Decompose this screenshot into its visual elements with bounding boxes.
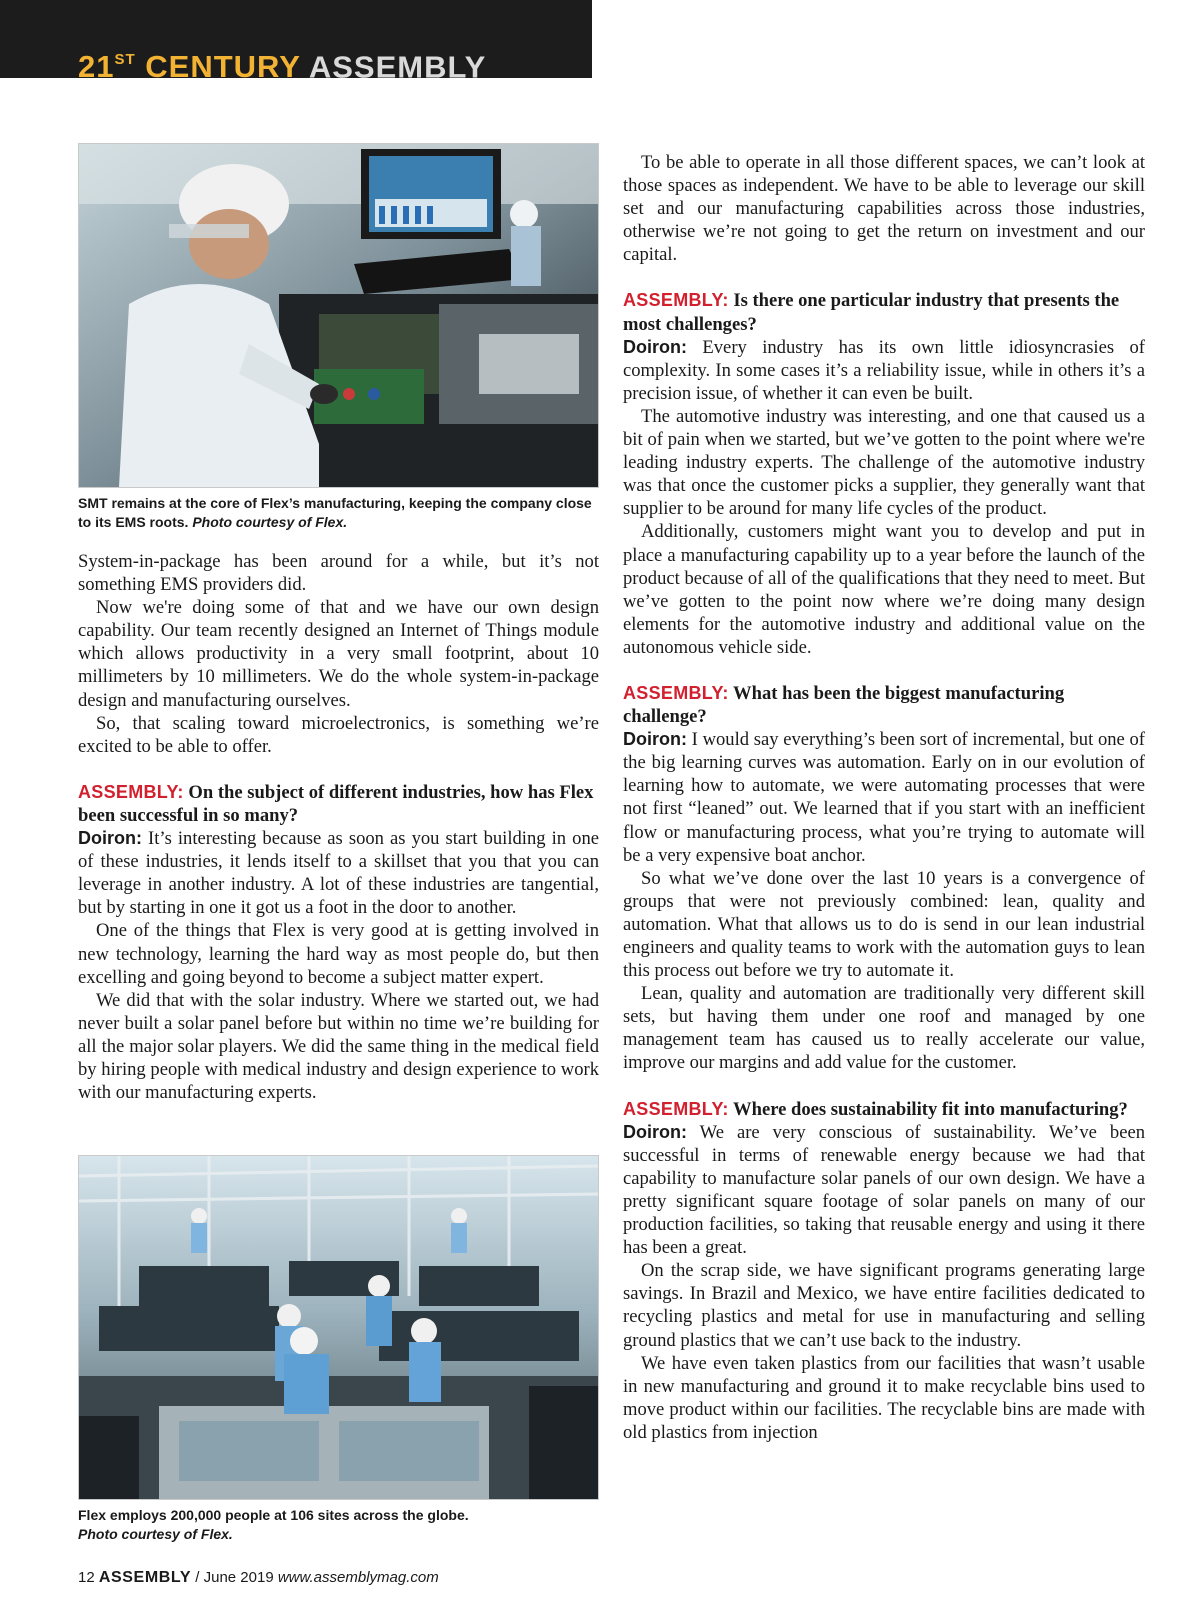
question-tag: ASSEMBLY: bbox=[78, 781, 184, 802]
header-title-assembly: ASSEMBLY bbox=[308, 49, 487, 85]
right-paragraph: Lean, quality and automation are traditionally very different skill sets, but having them under one roof and managed by one management team has caused us to really accelerate our value, improve our margins and add value for the customer. bbox=[623, 983, 1145, 1074]
right-text-column bbox=[623, 151, 1145, 1444]
question-tag: ASSEMBLY: bbox=[623, 1098, 729, 1119]
section-header-title bbox=[78, 44, 486, 85]
right-paragraph: We have even taken plastics from our facilities that wasn’t usable in new manufacturing and ground it to make recyclable bins used to move product within our facilities. The recyclable bins are made with old plastics from injection bbox=[623, 1352, 1145, 1443]
smt-photo-credit: Photo courtesy of Flex. bbox=[192, 514, 348, 530]
left-paragraph: We did that with the solar industry. Where we started out, we had never built a solar panel before but within no time we’re building for all the major solar players. We did the same thing in the medical field by hiring people with medical industry and design experience to work with our manufacturing experts. bbox=[78, 989, 599, 1104]
interview-question: ASSEMBLY: What has been the biggest manufacturing challenge? bbox=[623, 682, 1065, 728]
right-paragraph: On the scrap side, we have significant programs generating large savings. In Brazil and Mexico, we have entire facilities dedicated to recycling plastics and metal for use in manufacturing and selling ground plastics that we can’t use back to the industry. bbox=[623, 1260, 1145, 1351]
factory-photo-credit: Photo courtesy of Flex. bbox=[78, 1526, 233, 1542]
header-title-number: 21ST CENTURY bbox=[78, 49, 309, 85]
page-number: 12 bbox=[78, 1569, 95, 1586]
interview-answer: Doiron: Every industry has its own little idiosyncrasies of complexity. In some cases it’s a reliability issue, while in others it’s a precision issue, of whether it can even be built. bbox=[623, 336, 1145, 404]
interview-question: ASSEMBLY: On the subject of different industries, how has Flex been successful in so many? bbox=[78, 781, 594, 826]
interview-answer: Doiron: I would say everything’s been sort of incremental, but one of the big learning curves was automation. Early on in our evolution of learning how to automate, we were automating processes that were not first “leaned” out. We learned that if you start with an inefficient flow or manufacturing process, what you’re trying to automate will be a very expensive boat anchor. bbox=[623, 729, 1145, 866]
answer-tag: Doiron: bbox=[623, 336, 687, 357]
interview-question: ASSEMBLY: Where does sustainability fit into manufacturing? bbox=[623, 1098, 1128, 1120]
question-tag: ASSEMBLY: bbox=[623, 290, 729, 311]
factory-floor-photo bbox=[78, 1155, 599, 1500]
answer-tag: Doiron: bbox=[623, 729, 687, 750]
question-tag: ASSEMBLY: bbox=[623, 682, 729, 703]
left-paragraph: So, that scaling toward microelectronics, is something we’re excited to be able to offer. bbox=[78, 712, 599, 757]
left-text-column bbox=[78, 550, 599, 1104]
right-paragraph: Additionally, customers might want you to develop and put in place a manufacturing capability up to a year before the launch of the product because of all of the qualifications that they need to meet. But we’ve gotten to the point now where we’re doing many design elements for the automotive industry and additional value on the autonomous vehicle side. bbox=[623, 521, 1146, 658]
factory-photo-caption: Flex employs 200,000 people at 106 sites across the globe. Photo courtesy of Flex. bbox=[78, 1507, 469, 1542]
left-paragraph: Now we're doing some of that and we have our own design capability. Our team recently designed an Internet of Things module which allows productivity in a very small footprint, about 10 millimeters by 10 millimeters. We do the whole system-in-package design and manufacturing ourselves. bbox=[78, 597, 599, 711]
interview-answer: Doiron: We are very conscious of sustainability. We’ve been successful in terms of renewable energy because we had that capability to manufacture solar panels of our own design. We have a pretty significant square footage of solar panels on many of our production facilities, so taking that reusable energy and using it there has been a great. bbox=[623, 1121, 1145, 1259]
footer-url: www.assemblymag.com bbox=[277, 1569, 439, 1586]
interview-question: ASSEMBLY: Is there one particular industry that presents the most challenges? bbox=[623, 290, 1120, 335]
footer-magazine-name: ASSEMBLY bbox=[98, 1569, 192, 1586]
right-paragraph: To be able to operate in all those different spaces, we can’t look at those spaces as independent. We have to be able to leverage our skill set and our manufacturing capabilities across those industries, otherwise we’re not going to get the return on investment and our capital. bbox=[623, 152, 1145, 266]
smt-photo-caption: SMT remains at the core of Flex’s manufacturing, keeping the company close to its EMS roots. Photo courtesy of Flex. bbox=[78, 495, 592, 530]
page-footer bbox=[78, 1569, 439, 1587]
right-paragraph: The automotive industry was interesting, and one that caused us a bit of pain when we started, but we’ve gotten to the point where we're leading industry experts. The challenge of the automotive industry was that once the customer picks a supplier, they generally want that supplier to be around for many life cycles of the product. bbox=[623, 405, 1145, 520]
answer-tag: Doiron: bbox=[623, 1121, 687, 1142]
answer-tag: Doiron: bbox=[78, 828, 142, 849]
left-paragraph: One of the things that Flex is very good at is getting involved in new technology, learning the hard way as most people do, but then excelling and going beyond to become a subject matter expert. bbox=[78, 920, 599, 988]
left-paragraph: System-in-package has been around for a while, but it’s not something EMS providers did. bbox=[78, 551, 599, 596]
interview-answer: Doiron: It’s interesting because as soon as you start building in one of these industries, it lends itself to a skillset that you that you can leverage in another industry. A lot of these industries are tangential, but by starting in one it got us a foot in the door to another. bbox=[78, 828, 599, 919]
smt-worker-photo bbox=[78, 143, 599, 488]
footer-issue: / June 2019 bbox=[191, 1569, 278, 1586]
right-paragraph: So what we’ve done over the last 10 years is a convergence of groups that were not previously combined: lean, quality and automation. What that allows us to do is send in our lean industrial engineers and quality teams to work with the automation guys to lean this process out before we try to automate it. bbox=[623, 867, 1145, 982]
